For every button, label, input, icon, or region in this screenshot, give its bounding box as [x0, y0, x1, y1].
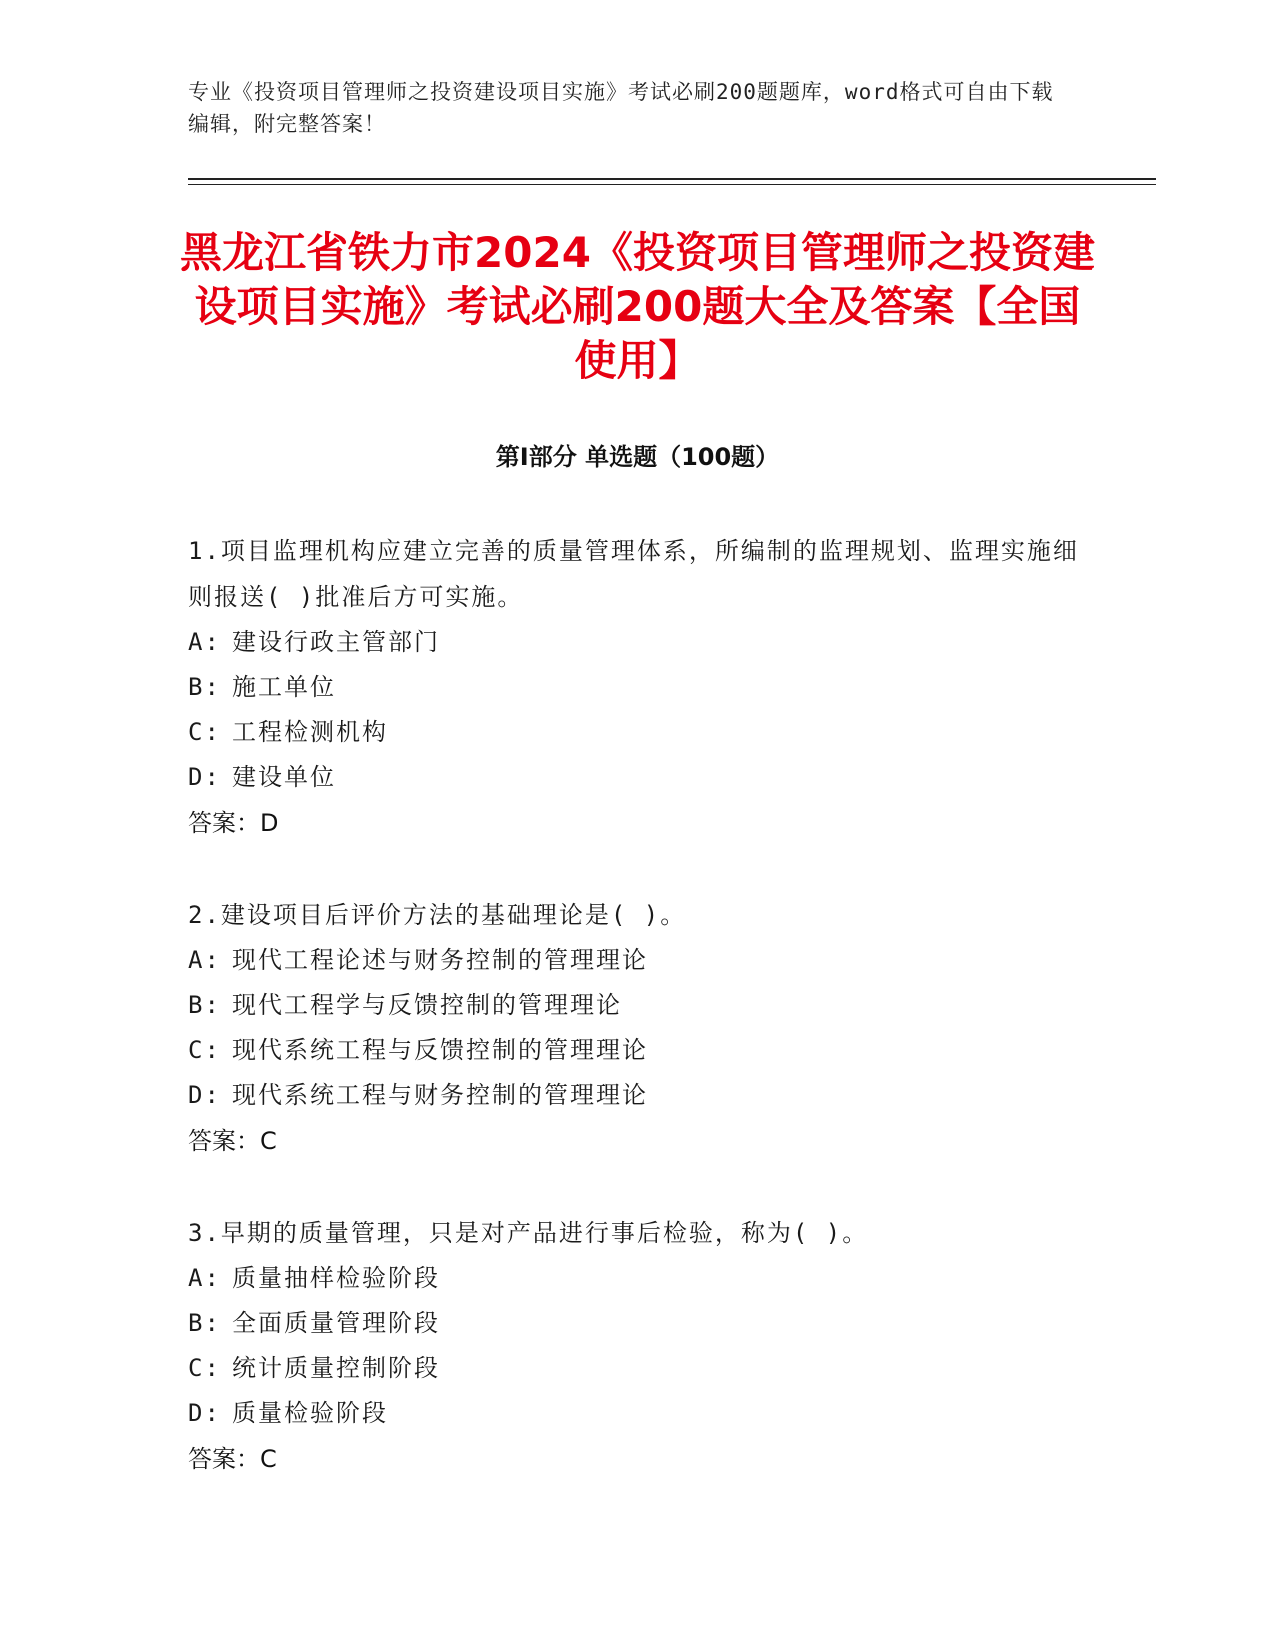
option-d — [188, 755, 1088, 800]
option-letter: A: — [188, 628, 221, 656]
option-text: 全面质量管理阶段 — [232, 1309, 440, 1337]
question-item — [188, 892, 1088, 1164]
question-stem: 3.早期的质量管理，只是对产品进行事后检验，称为( )。 — [188, 1219, 869, 1247]
option-letter: A: — [188, 1264, 221, 1292]
option-text: 现代系统工程与财务控制的管理理论 — [232, 1081, 648, 1109]
option-letter: C: — [188, 1036, 221, 1064]
option-letter: C: — [188, 1354, 221, 1382]
header-divider-thin — [188, 184, 1156, 185]
option-b — [188, 1301, 1088, 1346]
option-d — [188, 1391, 1088, 1436]
question-list — [188, 528, 1088, 1528]
option-text: 现代系统工程与反馈控制的管理理论 — [232, 1036, 648, 1064]
option-letter: D: — [188, 1081, 221, 1109]
option-c — [188, 710, 1088, 755]
option-text: 现代工程学与反馈控制的管理理论 — [232, 991, 622, 1019]
option-text: 建设单位 — [232, 763, 336, 791]
option-a — [188, 938, 1088, 983]
option-a — [188, 620, 1088, 665]
option-c — [188, 1028, 1088, 1073]
option-text: 统计质量控制阶段 — [232, 1354, 440, 1382]
option-text: 质量检验阶段 — [232, 1399, 388, 1427]
option-b — [188, 665, 1088, 710]
option-text: 建设行政主管部门 — [232, 628, 440, 656]
answer-line: 答案：D — [188, 809, 279, 837]
option-letter: C: — [188, 718, 221, 746]
option-letter: D: — [188, 1399, 221, 1427]
answer-line: 答案：C — [188, 1127, 277, 1155]
option-text: 现代工程论述与财务控制的管理理论 — [232, 946, 648, 974]
option-letter: B: — [188, 673, 221, 701]
option-d — [188, 1073, 1088, 1118]
section-heading: 第Ⅰ部分 单选题（100题） — [495, 443, 780, 471]
answer-line: 答案：C — [188, 1445, 277, 1473]
option-letter: B: — [188, 1309, 221, 1337]
option-c — [188, 1346, 1088, 1391]
header-divider-thick — [188, 178, 1156, 180]
option-b — [188, 983, 1088, 1028]
document-title: 黑龙江省铁力市2024《投资项目管理师之投资建设项目实施》考试必刷200题大全及答案【全国使用】 — [180, 228, 1095, 385]
option-text: 质量抽样检验阶段 — [232, 1264, 440, 1292]
option-text: 工程检测机构 — [232, 718, 388, 746]
option-letter: B: — [188, 991, 221, 1019]
option-letter: A: — [188, 946, 221, 974]
header-note: 专业《投资项目管理师之投资建设项目实施》考试必刷200题题库，word格式可自由下载编辑，附完整答案！ — [188, 80, 1054, 136]
option-a — [188, 1256, 1088, 1301]
option-text: 施工单位 — [232, 673, 336, 701]
question-stem: 1.项目监理机构应建立完善的质量管理体系，所编制的监理规划、监理实施细则报送( )批准后方可实施。 — [188, 537, 1079, 611]
question-stem: 2.建设项目后评价方法的基础理论是( )。 — [188, 901, 687, 929]
option-letter: D: — [188, 763, 221, 791]
question-item — [188, 1210, 1088, 1482]
question-item — [188, 528, 1088, 846]
